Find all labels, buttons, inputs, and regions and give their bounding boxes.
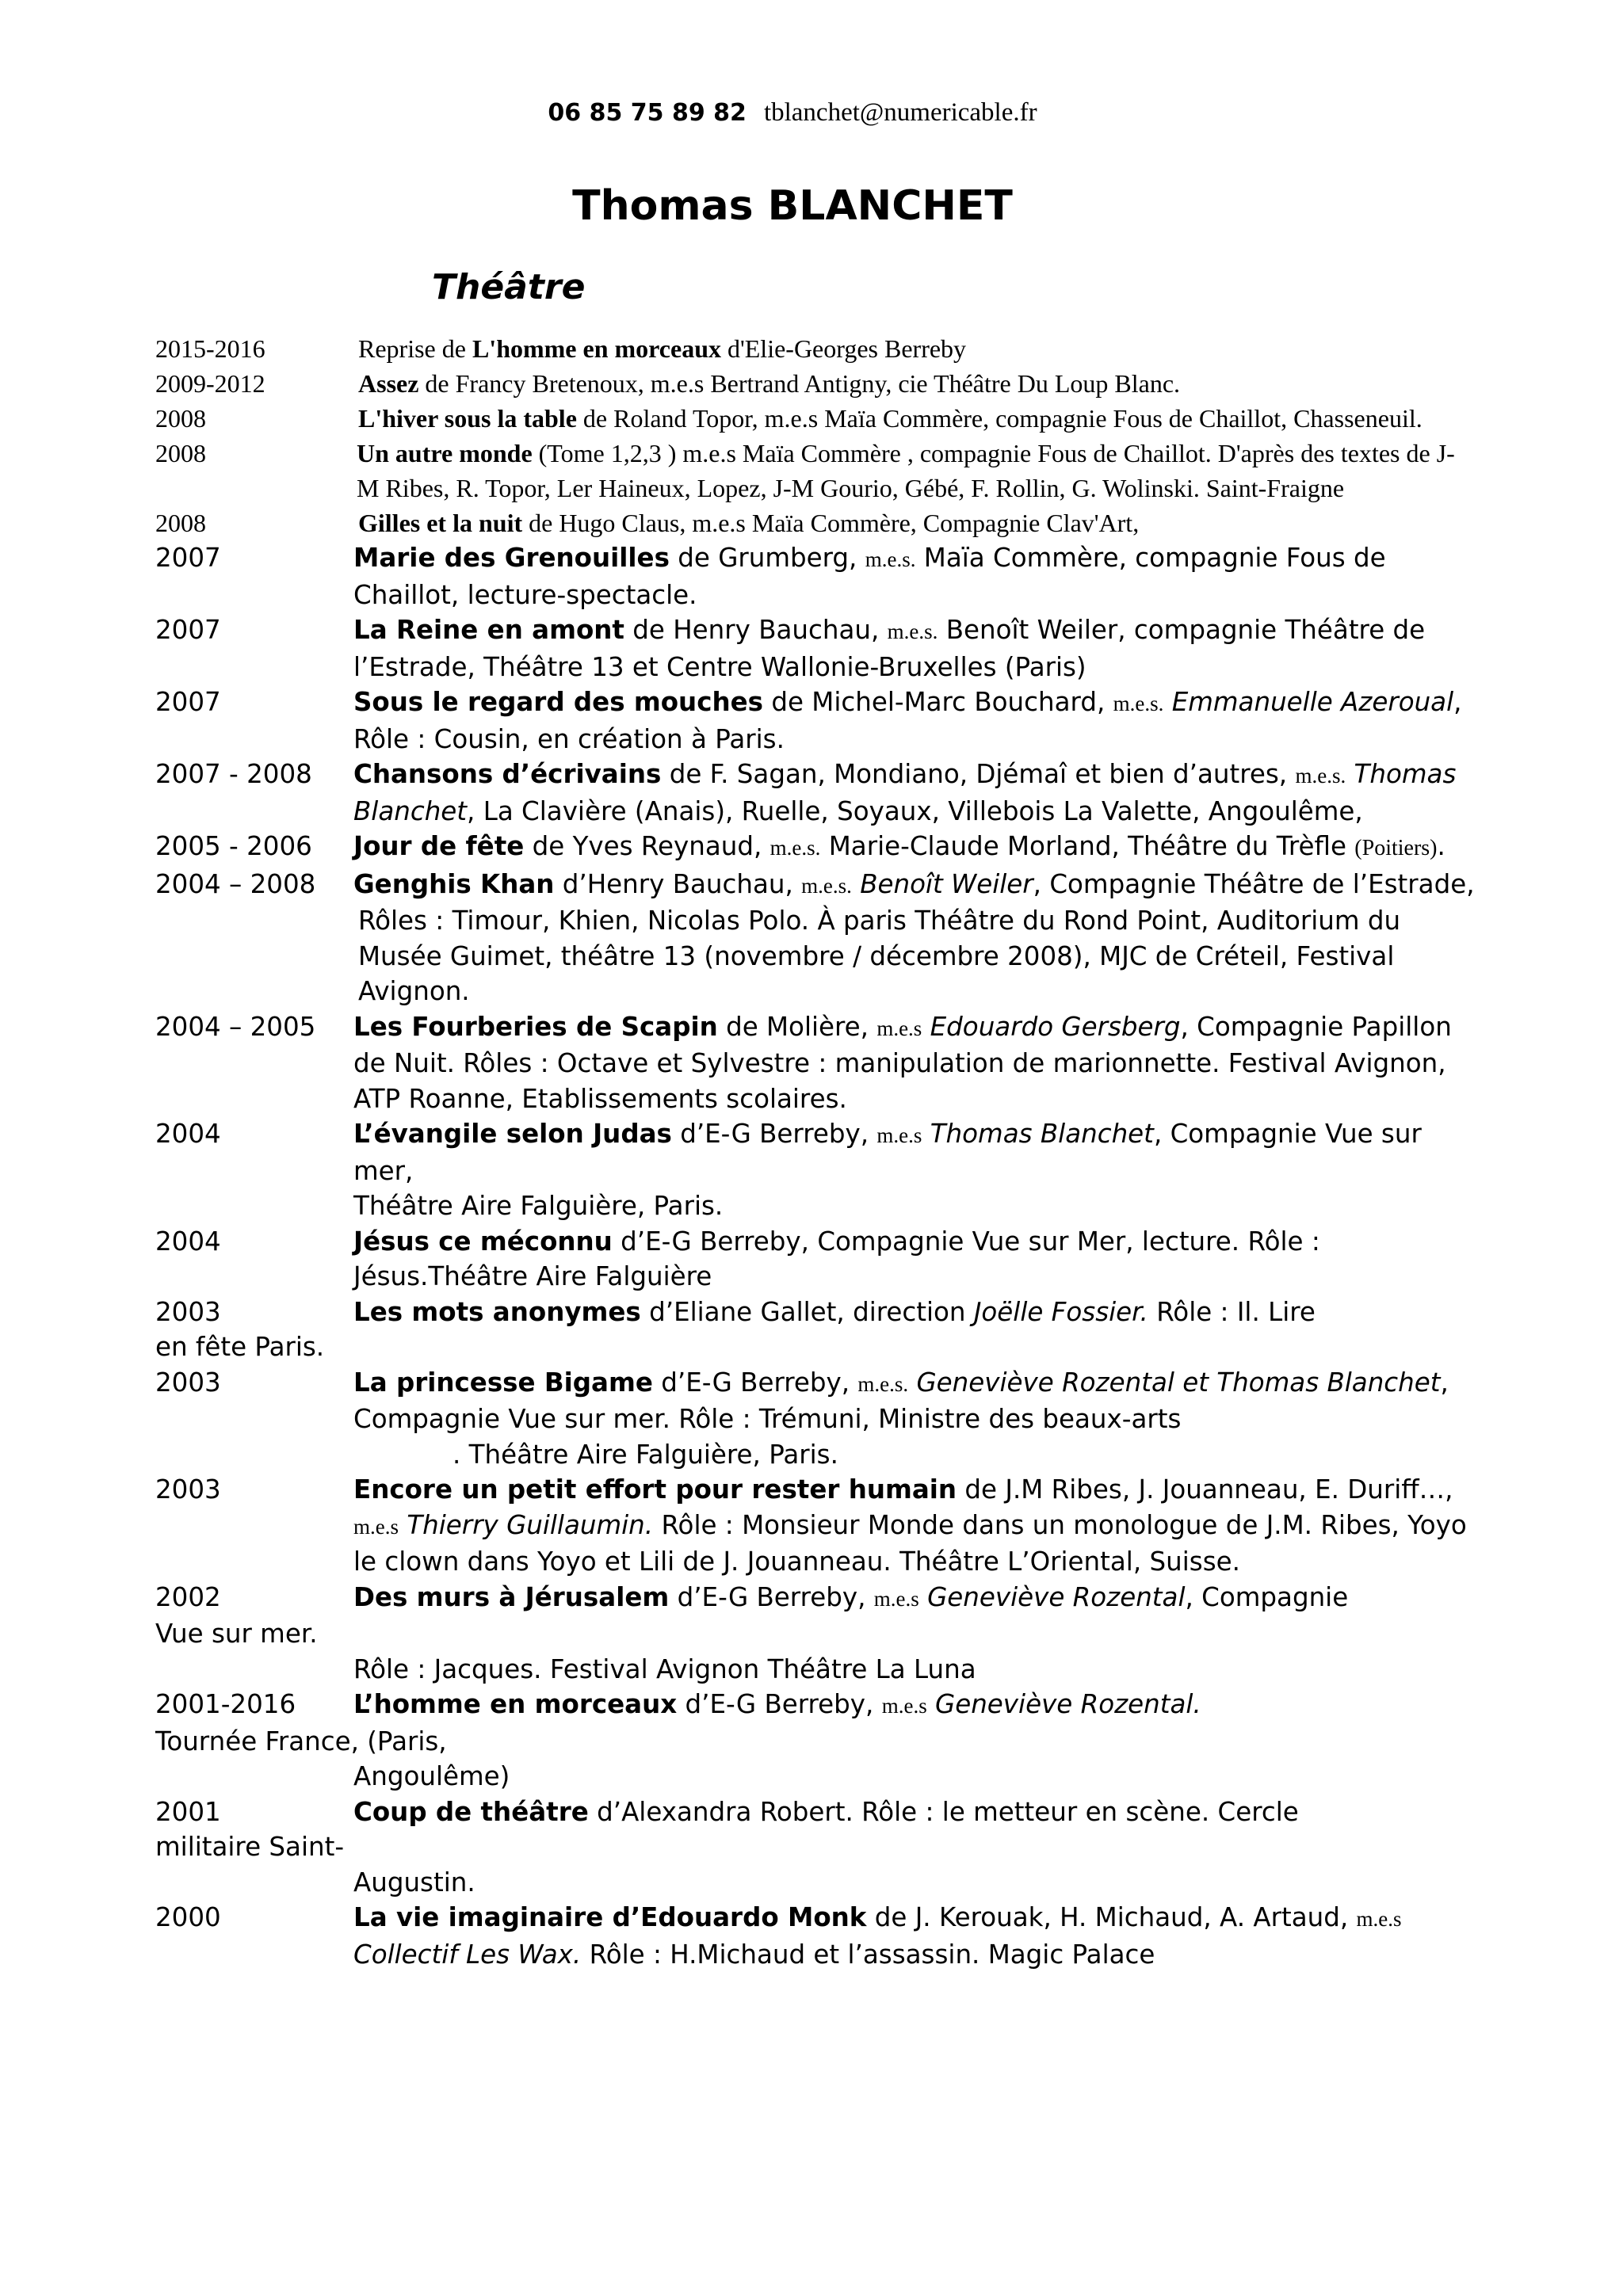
entry-text: Les Fourberies de Scapin de Molière, m.e.s Edouardo Gersberg, Compagnie Papillon de Nuit. Rôles : Octave et Sylvestre : manipulation de marionnette. Festival Avignon, ATP Roanne, Etablissements scolaires. bbox=[353, 1011, 1452, 1114]
entry-title: La princesse Bigame bbox=[353, 1367, 653, 1398]
entry-title: Gilles et la nuit bbox=[358, 509, 523, 537]
entry-text: Des murs à Jérusalem d’E-G Berreby, m.e.s Geneviève Rozental, Compagnie Vue sur mer. Rôle : Jacques. Festival Avignon Théâtre La Luna bbox=[155, 1581, 1349, 1684]
list-item bbox=[155, 1794, 1477, 1901]
entry-text: La Reine en amont de Henry Bauchau, m.e.s. Benoît Weiler, compagnie Théâtre de l’Estrade, Théâtre 13 et Centre Wallonie-Bruxelles (Paris) bbox=[353, 615, 1426, 682]
entry-text: Assez de Francy Bretenoux, m.e.s Bertrand Antigny, cie Théâtre Du Loup Blanc. bbox=[358, 369, 1181, 398]
list-item bbox=[155, 1687, 1477, 1794]
entry-text: Jésus ce méconnu d’E-G Berreby, Compagnie Vue sur Mer, lecture. Rôle : Jésus.Théâtre Aire Falguière bbox=[353, 1226, 1320, 1291]
entry-text: L'hiver sous la table de Roland Topor, m.e.s Maïa Commère, compagnie Fous de Chaillot, Chasseneuil. bbox=[358, 404, 1423, 433]
list-item bbox=[155, 1224, 1477, 1295]
entry-year: 2007 bbox=[155, 615, 221, 645]
entry-year: 2009-2012 bbox=[155, 369, 265, 398]
entry-title: Sous le regard des mouches bbox=[353, 687, 763, 717]
person-name: Thomas BLANCHET bbox=[572, 182, 1013, 230]
entry-title: L'hiver sous la table bbox=[358, 404, 577, 433]
entry-text: Un autre monde (Tome 1,2,3 ) m.e.s Maïa Commère , compagnie Fous de Chaillot. D'après des textes de J-M Ribes, R. Topor, Ler Haineux, Lopez, J-M Gourio, Gébé, F. Rollin, G. Wolinski. Saint-Fraigne bbox=[357, 439, 1455, 502]
entry-title: Les mots anonymes bbox=[353, 1296, 641, 1327]
list-item bbox=[155, 1900, 1477, 1972]
entry-title: Encore un petit effort pour rester humain bbox=[353, 1474, 957, 1505]
entry-text: La vie imaginaire d’Edouardo Monk de J. Kerouak, H. Michaud, A. Artaud, m.e.s Collectif Les Wax. Rôle : H.Michaud et l’assassin. Magic Palace bbox=[353, 1902, 1402, 1970]
list-item bbox=[155, 829, 1477, 867]
entry-year: 2003 bbox=[155, 1367, 221, 1398]
entry-title: L’évangile selon Judas bbox=[353, 1119, 672, 1149]
entry-title: Jésus ce méconnu bbox=[353, 1226, 613, 1257]
list-item bbox=[155, 1295, 1477, 1365]
entry-year: 2007 bbox=[155, 543, 221, 573]
entry-text: La princesse Bigame d’E-G Berreby, m.e.s. Geneviève Rozental et Thomas Blanchet, Compagnie Vue sur mer. Rôle : Trémuni, Ministre des beaux-arts . Théâtre Aire Falguière, Paris. bbox=[353, 1367, 1449, 1470]
list-item bbox=[155, 401, 1477, 436]
list-item bbox=[155, 1009, 1477, 1117]
phone-number: 06 85 75 89 82 bbox=[548, 99, 747, 127]
entry-title: Chansons d’écrivains bbox=[353, 759, 662, 789]
list-item bbox=[155, 436, 1477, 505]
entry-title: Les Fourberies de Scapin bbox=[353, 1011, 718, 1042]
entry-year: 2007 - 2008 bbox=[155, 759, 312, 789]
entry-title: La vie imaginaire d’Edouardo Monk bbox=[353, 1902, 867, 1932]
entry-title: Un autre monde bbox=[357, 439, 533, 467]
list-item bbox=[155, 1472, 1477, 1580]
list-item bbox=[155, 331, 1477, 366]
entry-year: 2005 - 2006 bbox=[155, 831, 312, 861]
entry-title: Genghis Khan bbox=[353, 868, 555, 899]
entry-year: 2002 bbox=[155, 1581, 221, 1612]
entry-text: Genghis Khan d’Henry Bauchau, m.e.s. Benoît Weiler, Compagnie Théâtre de l’Estrade, Rôles : Timour, Khien, Nicolas Polo. À paris Théâtre du Rond Point, Auditorium du Musée Guimet, théâtre 13 (novembre / décembre 2008), MJC de Créteil, Festival Avignon. bbox=[353, 868, 1475, 1006]
entry-title: Assez bbox=[358, 369, 419, 398]
list-item bbox=[155, 685, 1477, 757]
entry-year: 2004 bbox=[155, 1119, 221, 1149]
entry-year: 2008 bbox=[155, 439, 206, 467]
entry-year: 2003 bbox=[155, 1296, 221, 1327]
entry-year: 2003 bbox=[155, 1474, 221, 1505]
entry-year: 2001-2016 bbox=[155, 1689, 296, 1719]
entry-text: Encore un petit effort pour rester humain de J.M Ribes, J. Jouanneau, E. Duriff…, m.e.s Thierry Guillaumin. Rôle : Monsieur Monde dans un monologue de J.M. Ribes, Yoyo le clown dans Yoyo et Lili de J. Jouanneau. Théâtre L’Oriental, Suisse. bbox=[353, 1474, 1467, 1577]
entry-title: Coup de théâtre bbox=[353, 1796, 589, 1827]
entry-title: L'homme en morceaux bbox=[472, 334, 721, 363]
entry-year: 2008 bbox=[155, 509, 206, 537]
entry-year: 2007 bbox=[155, 687, 221, 717]
entry-title: Jour de fête bbox=[353, 831, 525, 861]
entries-list bbox=[155, 331, 1477, 1972]
list-item bbox=[155, 366, 1477, 401]
entry-text: L’homme en morceaux d’E-G Berreby, m.e.s Geneviève Rozental. Tournée France, (Paris, Angoulême) bbox=[155, 1689, 1201, 1791]
list-item bbox=[155, 1365, 1477, 1473]
list-item bbox=[155, 612, 1477, 685]
entry-title: L’homme en morceaux bbox=[353, 1689, 678, 1719]
section-title-theatre: Théâtre bbox=[432, 267, 586, 307]
entry-year: 2008 bbox=[155, 404, 206, 433]
entry-text: L’évangile selon Judas d’E-G Berreby, m.e.s Thomas Blanchet, Compagnie Vue sur mer, Théâtre Aire Falguière, Paris. bbox=[353, 1119, 1422, 1221]
entry-text: Marie des Grenouilles de Grumberg, m.e.s. Maïa Commère, compagnie Fous de Chaillot, lecture-spectacle. bbox=[353, 543, 1386, 610]
entry-text: Jour de fête de Yves Reynaud, m.e.s. Marie-Claude Morland, Théâtre du Trèfle (Poitiers). bbox=[353, 831, 1445, 861]
list-item bbox=[155, 1580, 1477, 1688]
contact-line bbox=[0, 98, 1585, 128]
list-item bbox=[155, 1116, 1477, 1224]
list-item bbox=[155, 757, 1477, 829]
entry-year: 2004 – 2005 bbox=[155, 1011, 316, 1042]
entry-text: Chansons d’écrivains de F. Sagan, Mondiano, Djémaî et bien d’autres, m.e.s. Thomas Blanchet, La Clavière (Anais), Ruelle, Soyaux, Villebois La Valette, Angoulême, bbox=[353, 759, 1457, 826]
entry-year: 2001 bbox=[155, 1796, 221, 1827]
entry-year: 2000 bbox=[155, 1902, 221, 1932]
entry-title: Marie des Grenouilles bbox=[353, 543, 670, 573]
entry-year: 2004 – 2008 bbox=[155, 868, 316, 899]
list-item bbox=[155, 540, 1477, 612]
email-address: tblanchet@numericable.fr bbox=[763, 98, 1037, 127]
list-item bbox=[155, 505, 1477, 540]
entry-year: 2004 bbox=[155, 1226, 221, 1257]
entry-text: Gilles et la nuit de Hugo Claus, m.e.s Maïa Commère, Compagnie Clav'Art, bbox=[358, 509, 1140, 537]
list-item bbox=[155, 867, 1477, 1009]
entry-title: Des murs à Jérusalem bbox=[353, 1581, 670, 1612]
entry-text: Les mots anonymes d’Eliane Gallet, direction Joëlle Fossier. Rôle : Il. Lire en fête Paris. bbox=[155, 1296, 1316, 1362]
entry-text: Reprise de L'homme en morceaux d'Elie-Georges Berreby bbox=[358, 334, 967, 363]
entry-text: Coup de théâtre d’Alexandra Robert. Rôle : le metteur en scène. Cercle militaire Saint- Augustin. bbox=[155, 1796, 1299, 1897]
entry-text: Sous le regard des mouches de Michel-Marc Bouchard, m.e.s. Emmanuelle Azeroual, Rôle : Cousin, en création à Paris. bbox=[353, 687, 1462, 754]
entry-year: 2015-2016 bbox=[155, 334, 265, 363]
entry-title: La Reine en amont bbox=[353, 615, 624, 645]
